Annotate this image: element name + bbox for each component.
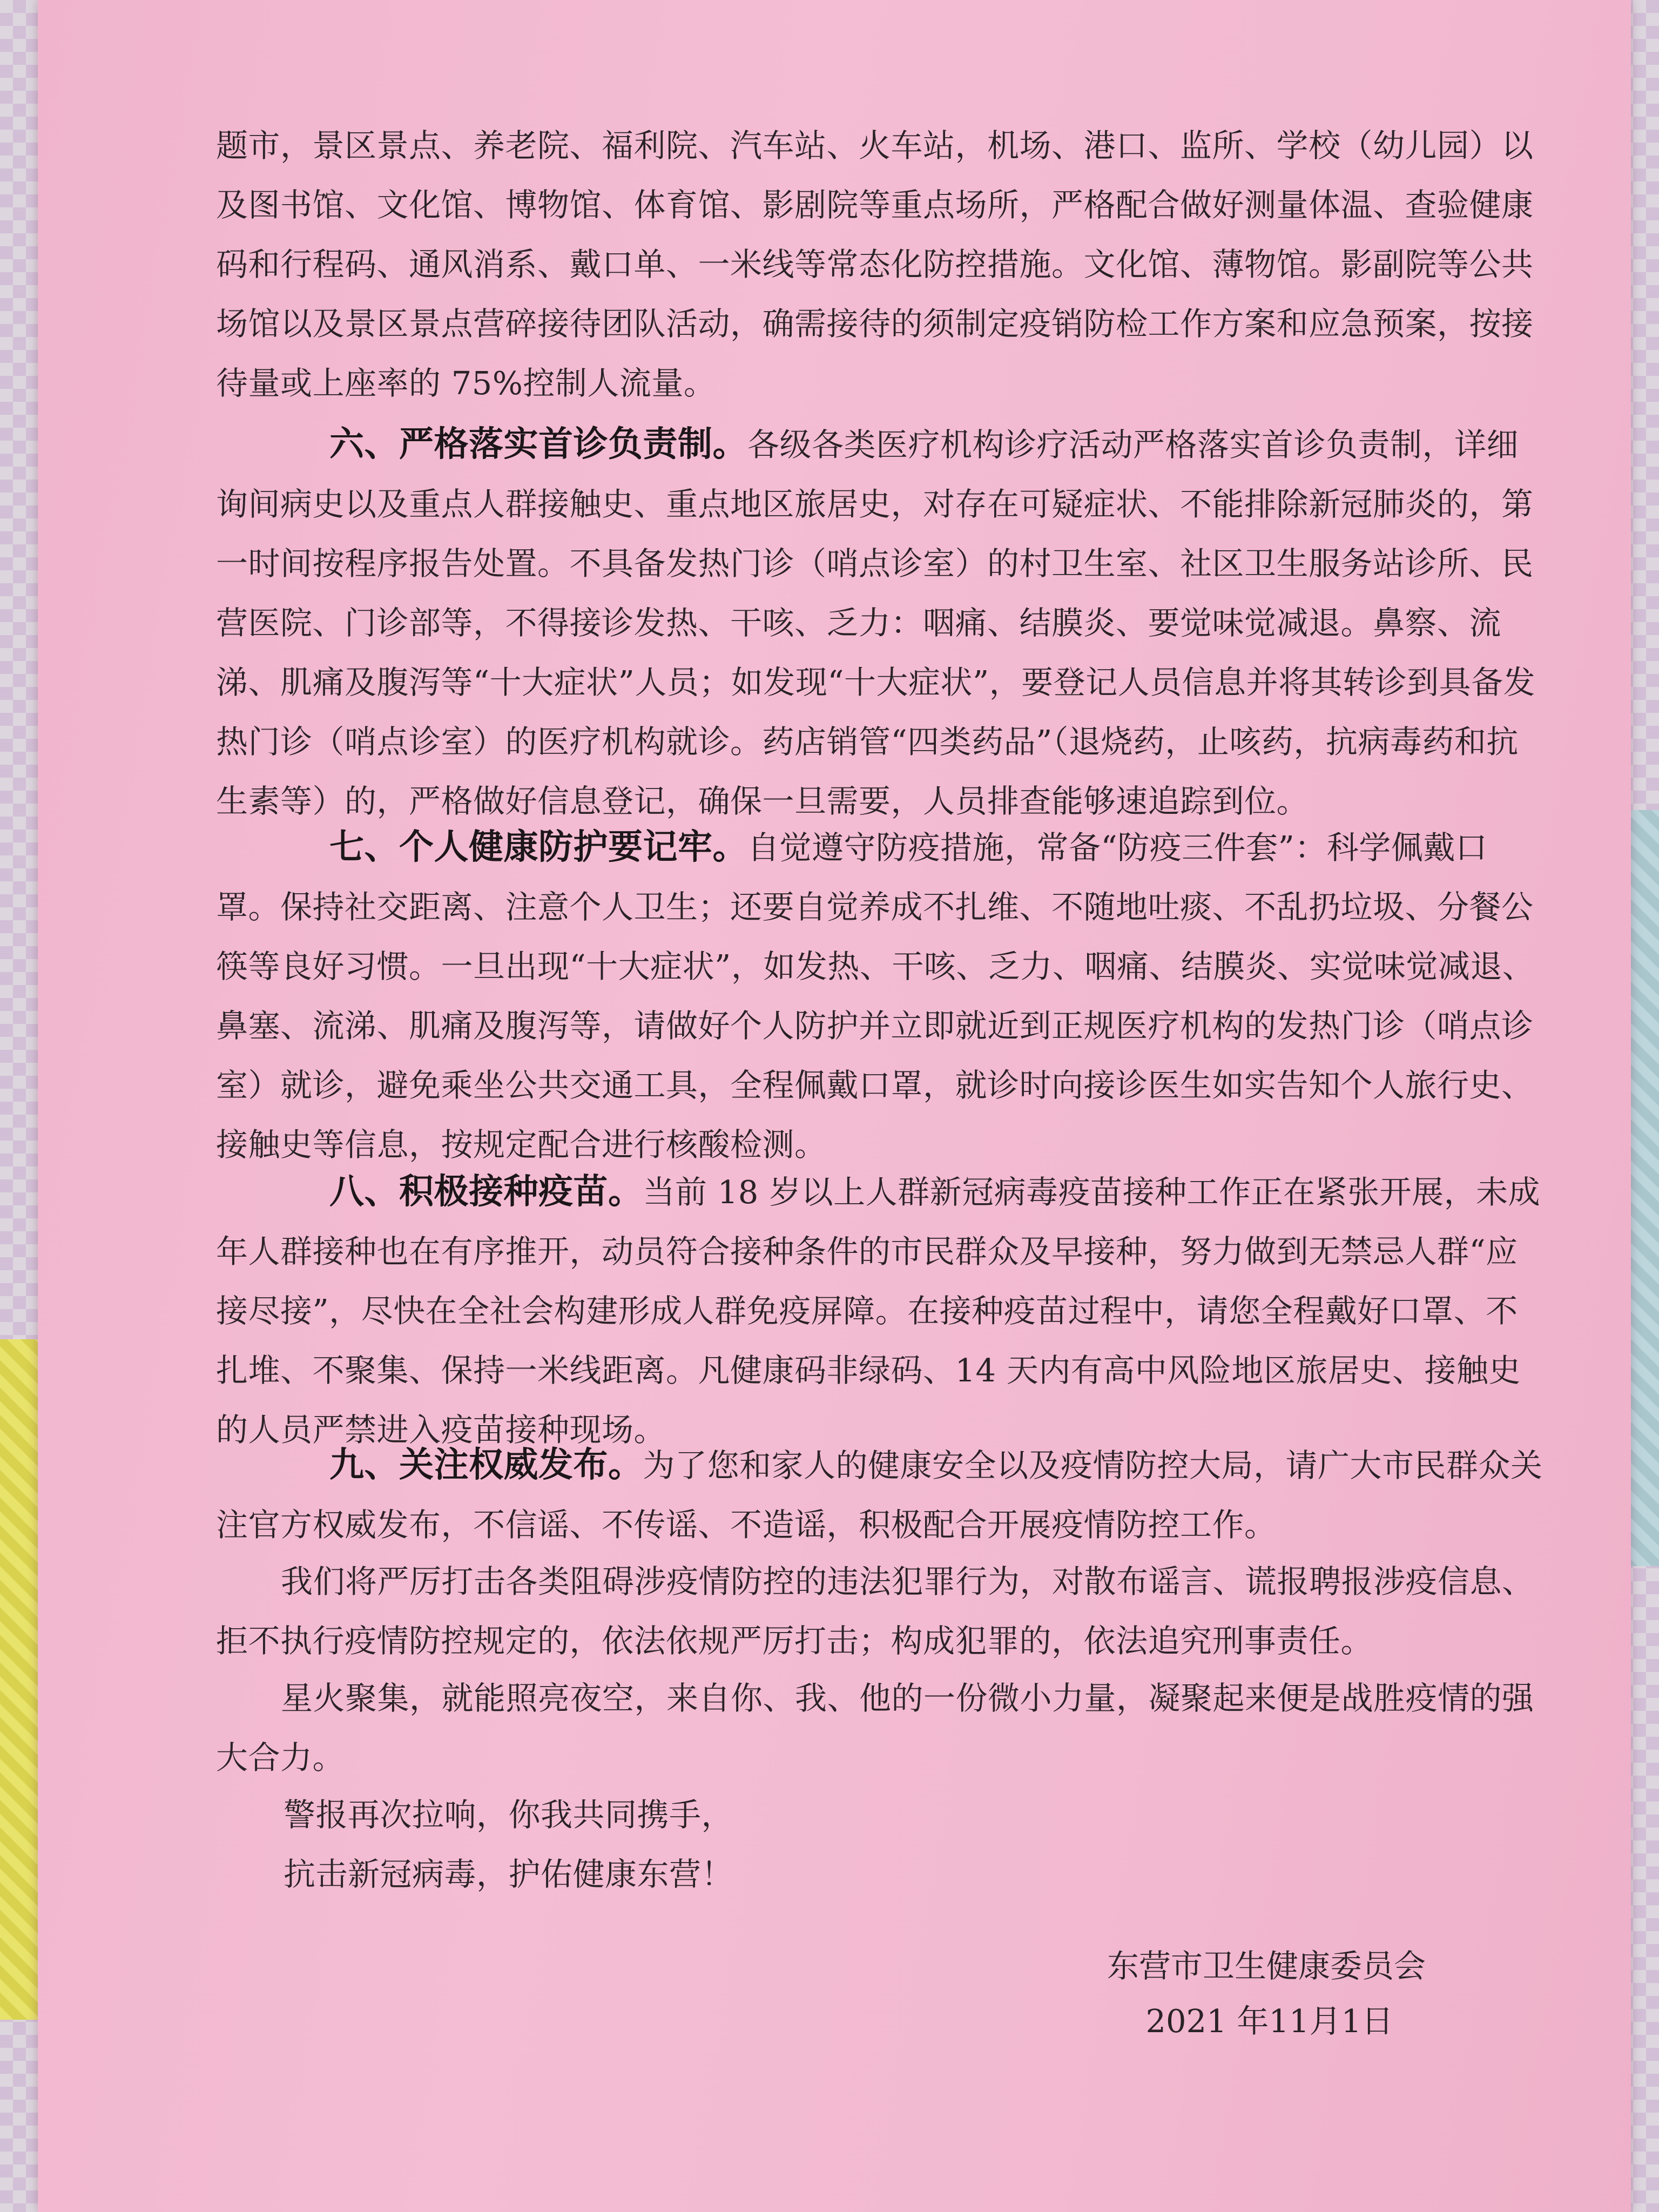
section-seven-body: 自觉遵守防疫措施，常备“防疫三件套”：科学佩戴口罩。保持社交距离、注意个人卫生；还要自觉养成不扎维、不随地吐痰、不乱扔垃圾、分餐公筷等良好习惯。一旦出现“十大症状”，如发热、干咳、乏力、咽痛、结膜炎、实觉味觉减退、鼻塞、流涕、肌痛及腹泻等，请做好个人防护并立即就近到正规医疗机构的发热门诊（哨点诊室）就诊，避免乘坐公共交通工具，全程佩戴口罩，就诊时向接诊医生如实告知个人旅行史、接触史等信息，按规定配合进行核酸检测。 xyxy=(216,829,1535,1163)
section-seven-heading: 七、个人健康防护要记牢。 xyxy=(329,827,747,867)
section-eight-heading: 八、积极接种疫苗。 xyxy=(329,1172,643,1212)
crackdown-paragraph: 我们将严厉打击各类阻碍涉疫情防控的违法犯罪行为，对散布谣言、谎报聘报涉疫信息、拒不执行疫情防控规定的，依法依规严厉打击；构成犯罪的，依法追究刑事责任。 xyxy=(216,1563,1534,1660)
slogan-line-1: 警报再次拉响，你我共同携手， xyxy=(284,1796,734,1833)
continued-paragraph: 题市，景区景点、养老院、福利院、汽车站、火车站，机场、港口、监所、学校（幼儿园）以及图书馆、文化馆、博物馆、体育馆、影剧院等重点场所，严格配合做好测量体温、查验健康码和行程码、通风消系、戴口单、一米线等常态化防控措施。文化馆、薄物馆。影副院等公共场馆以及景区景点营碎接待团队活动，确需接待的须制定疫销防检工作方案和应急预案，按接待量或上座率的 75%控制人流量。 xyxy=(216,127,1534,402)
signature-date: 2021 年11月1日 xyxy=(1145,2002,1393,2040)
section-eight-body: 当前 18 岁以上人群新冠病毒疫苗接种工作正在紧张开展，未成年人群接种也在有序推开，动员符合接种条件的市民群众及早接种，努力做到无禁忌人群“应接尽接”，尽快在全社会构建形成人群免疫屏障。在接种疫苗过程中，请您全程戴好口罩、不扎堆、不聚集、保持一米线距离。凡健康码非绿码、14 天内有高中风险地区旅居史、接触史的人员严禁进入疫苗接种现场。 xyxy=(216,1174,1541,1448)
notice-paper xyxy=(38,0,1631,2212)
signature-organization: 东营市卫生健康委员会 xyxy=(1107,1947,1426,1985)
section-six-body: 各级各类医疗机构诊疗活动严格落实首诊负责制，详细询间病史以及重点人群接触史、重点地区旅居史，对存在可疑症状、不能排除新冠肺炎的，第一时间按程序报告处置。不具备发热门诊（哨点诊室）的村卫生室、社区卫生服务站诊所、民营医院、门诊部等，不得接诊发热、干咳、乏力：咽痛、结膜炎、要觉味觉减退。鼻察、流涕、肌痛及腹泻等“十大症状”人员；如发现“十大症状”，要登记人员信息并将其转诊到具备发热门诊（哨点诊室）的医疗机构就诊。药店销管“四类药品”（退烧药，止咳药，抗病毒药和抗生素等）的，严格做好信息登记，确保一旦需要，人员排查能够速追踪到位。 xyxy=(216,426,1536,820)
section-six-heading: 六、严格落实首诊负责制。 xyxy=(329,424,747,464)
section-nine-body: 为了您和家人的健康安全以及疫情防控大局，请广大市民群众关注官方权威发布，不信谣、不传谣、不造谣，积极配合开展疫情防控工作。 xyxy=(216,1447,1543,1543)
section-nine-paragraph xyxy=(216,1435,1550,1555)
section-nine-heading: 九、关注权威发布。 xyxy=(329,1445,643,1485)
slogan-line-2: 抗击新冠病毒，护佑健康东营！ xyxy=(284,1856,734,1893)
section-seven-paragraph xyxy=(216,818,1550,1175)
section-six-paragraph xyxy=(216,415,1550,831)
section-eight-paragraph xyxy=(216,1162,1550,1460)
spark-paragraph: 星火聚集，就能照亮夜空，来自你、我、他的一份微小力量，凝聚起来便是战胜疫情的强大合力。 xyxy=(216,1680,1534,1776)
